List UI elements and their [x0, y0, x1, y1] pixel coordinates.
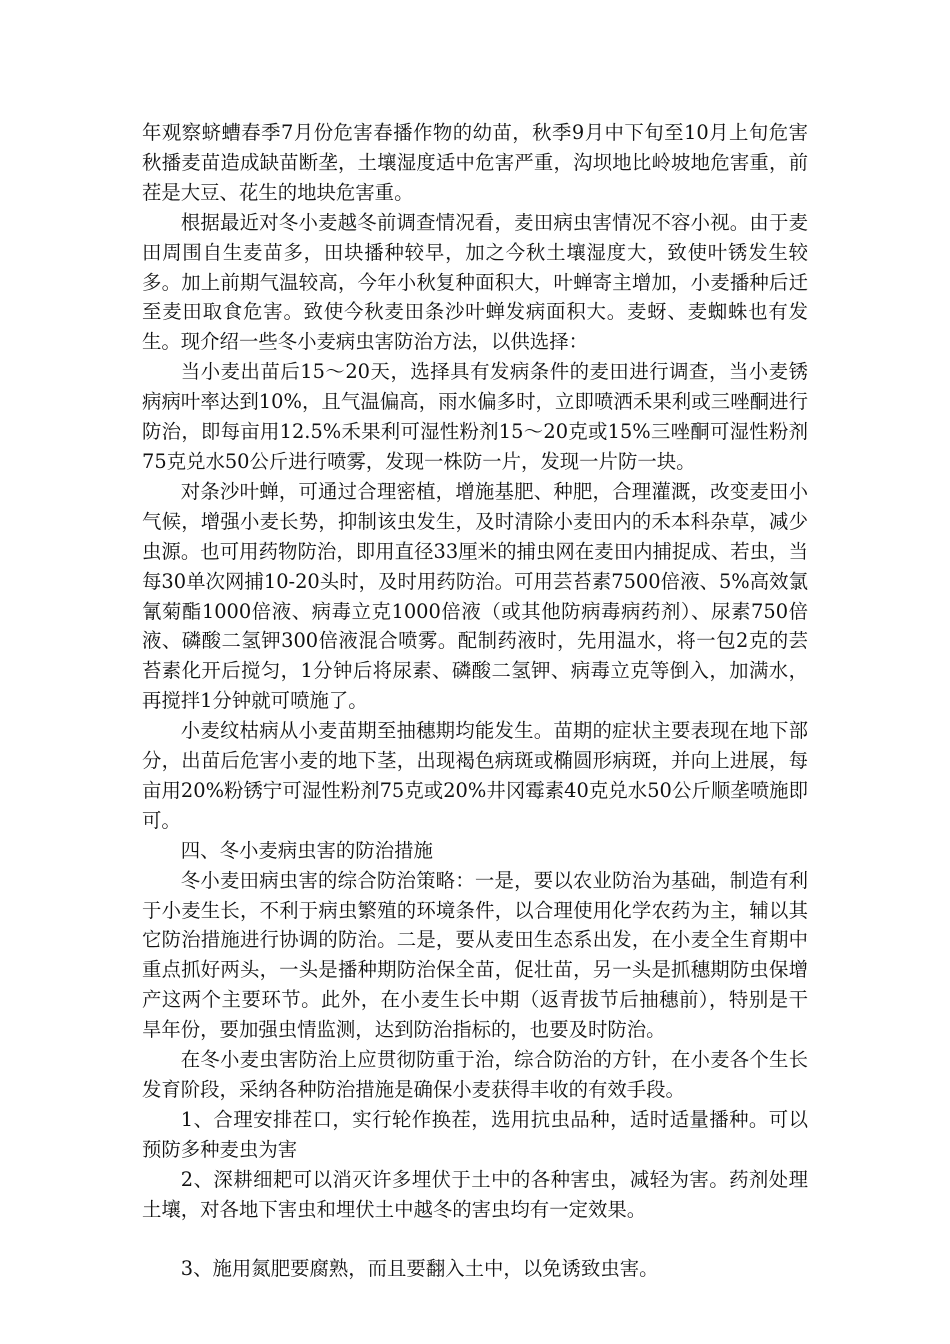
section-heading-measures: 四、冬小麦病虫害的防治措施 [180, 838, 433, 862]
list-item-rotation: 1、合理安排茬口，实行轮作换茬，选用抗虫品种，适时适量播种。可以预防多种麦虫为害 [142, 1107, 808, 1161]
paragraph-survey: 根据最近对冬小麦越冬前调查情况看，麦田病虫害情况不容小视。由于麦田周围自生麦苗多，田块播种较早，加之今秋土壤湿度大，致使叶锈发生较多。加上前期气温较高，今年小秋复种面积大，叶蝉寄主增加，小麦播种后迁至麦田取食危害。致使今秋麦田条沙叶蝉发病面积大。麦蚜、麦蜘蛛也有发生。现介绍一些冬小麦病虫害防治方法，以供选择： [142, 210, 808, 354]
paragraph-grub-damage: 年观察蛴螬春季7月份危害春播作物的幼苗，秋季9月中下旬至10月上旬危害秋播麦苗造成缺苗断垄，土壤湿度适中危害严重，沟坝地比岭坡地危害重，前茬是大豆、花生的地块危害重。 [142, 121, 808, 204]
paragraph-policy: 在冬小麦虫害防治上应贯彻防重于治，综合防治的方针，在小麦各个生长发育阶段，采纳各种防治措施是确保小麦获得丰收的有效手段。 [142, 1048, 808, 1101]
paragraph-integrated-strategy: 冬小麦田病虫害的综合防治策略：一是，要以农业防治为基础，制造有利于小麦生长，不利于病虫繁殖的环境条件，以合理使用化学农药为主，辅以其它防治措施进行协调的防治。二是，要从麦田生态系出发，在小麦全生育期中重点抓好两头，一头是播种期防治保全苗，促壮苗，另一头是抓穗期防虫保增产这两个主要环节。此外，在小麦生长中期（返青拔节后抽穗前），特别是干旱年份，要加强虫情监测，达到防治指标的，也要及时防治。 [142, 868, 808, 1042]
paragraph-rust-control: 当小麦出苗后15～20天，选择具有发病条件的麦田进行调查，当小麦锈病病叶率达到10%，且气温偏高，雨水偏多时，立即喷洒禾果利或三唑酮进行防治，即每亩用12.5%禾果利可湿性粉剂15～20克或15%三唑酮可湿性粉剂75克兑水50公斤进行喷雾，发现一株防一片，发现一片防一块。 [142, 360, 808, 473]
paragraph-leafhopper-control: 对条沙叶蝉，可通过合理密植，增施基肥、种肥，合理灌溉，改变麦田小气候，增强小麦长势，抑制该虫发生，及时清除小麦田内的禾本科杂草，减少虫源。也可用药物防治，即用直径33厘米的捕虫网在麦田内捕捉成、若虫，当每30单次网捕10-20头时，及时用药防治。可用芸苔素7500倍液、5%高效氯氰菊酯1000倍液、病毒立克1000倍液（或其他防病毒病药剂）、尿素750倍液、磷酸二氢钾300倍液混合喷雾。配制药液时，先用温水，将一包2克的芸苔素化开后搅匀，1分钟后将尿素、磷酸二氢钾、病毒立克等倒入，加满水，再搅拌1分钟就可喷施了。 [142, 479, 808, 713]
blank-line [142, 1225, 808, 1255]
list-item-fertilizer: 3、施用氮肥要腐熟，而且要翻入土中，以免诱致虫害。 [180, 1257, 659, 1281]
document-page [142, 118, 808, 1284]
paragraph-sheath-blight: 小麦纹枯病从小麦苗期至抽穗期均能发生。苗期的症状主要表现在地下部分，出苗后危害小麦的地下茎，出现褐色病斑或椭圆形病斑，并向上进展，每亩用20%粉锈宁可湿性粉剂75克或20%井冈霉素40克兑水50公斤顺垄喷施即可。 [142, 719, 808, 832]
list-item-deep-plowing: 2、深耕细耙可以消灭许多埋伏于土中的各种害虫，减轻为害。药剂处理土壤，对各地下害虫和埋伏土中越冬的害虫均有一定效果。 [142, 1167, 808, 1221]
